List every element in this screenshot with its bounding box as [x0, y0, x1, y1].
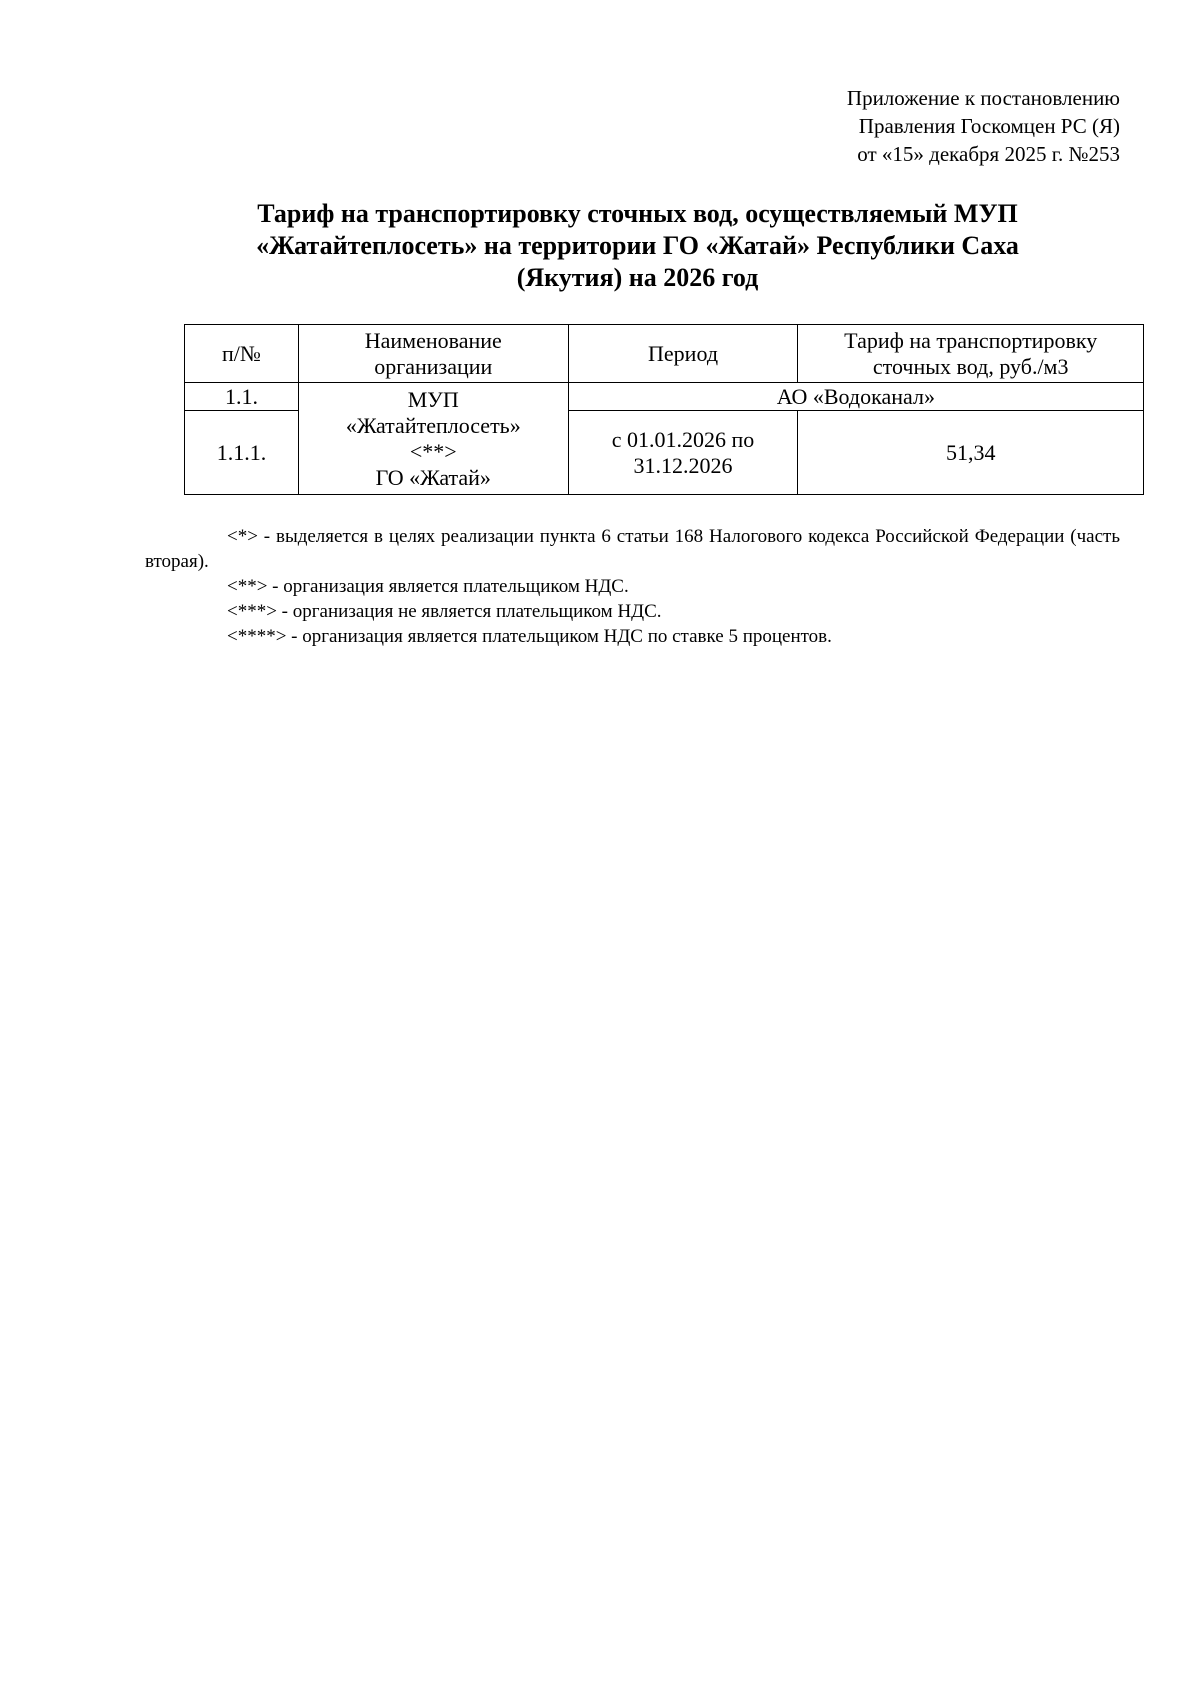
- period-line-2: 31.12.2026: [633, 452, 733, 478]
- annex-line-2: Правления Госкомцен РС (Я): [858, 114, 1120, 138]
- header-organization-line-1: Наименование: [364, 327, 502, 353]
- footnotes: [145, 524, 1120, 649]
- table-row-group: [185, 383, 1144, 411]
- header-organization: [298, 325, 568, 383]
- header-tariff-line-2: сточных вод, руб./м3: [872, 353, 1069, 379]
- group-number: 1.1.: [185, 383, 299, 411]
- title-line-1: Тариф на транспортировку сточных вод, осуществляемый МУП: [257, 199, 1018, 228]
- header-tariff-line-1: Тариф на транспортировку: [844, 327, 1098, 353]
- data-number: 1.1.1.: [185, 411, 299, 495]
- footnote-1: <*> - выделяется в целях реализации пункта 6 статьи 168 Налогового кодекса Российской Федерации (часть вторая).: [145, 526, 1120, 572]
- footnote-2: <**> - организация является плательщиком НДС.: [227, 576, 629, 597]
- organization-line-2: «Жатайтеплосеть»: [345, 412, 521, 438]
- title-line-2: «Жатайтеплосеть» на территории ГО «Жатай» Республики Саха: [256, 231, 1019, 260]
- annex-line-3: от «15» декабря 2025 г. №253: [857, 142, 1120, 166]
- organization-line-3: <**>: [409, 438, 457, 464]
- footnote-4: <****> - организация является плательщиком НДС по ставке 5 процентов.: [227, 626, 832, 647]
- organization-line-4: ГО «Жатай»: [375, 464, 491, 490]
- document-title: [145, 198, 1130, 294]
- organization-cell: [298, 383, 568, 495]
- tariff-table: [184, 324, 1144, 495]
- organization-line-1: МУП: [407, 386, 459, 412]
- header-organization-line-2: организации: [374, 353, 493, 379]
- table-header-row: [185, 325, 1144, 383]
- period-cell: [568, 411, 798, 495]
- footnote-3: <***> - организация не является плательщиком НДС.: [227, 601, 662, 622]
- header-number: п/№: [185, 325, 299, 383]
- title-line-3: (Якутия) на 2026 год: [516, 263, 759, 292]
- header-tariff: [798, 325, 1144, 383]
- tariff-value: 51,34: [798, 411, 1144, 495]
- period-line-1: с 01.01.2026 по: [611, 426, 755, 452]
- supplier-cell: АО «Водоканал»: [568, 383, 1143, 411]
- header-period: Период: [568, 325, 798, 383]
- annex-reference: [847, 84, 1120, 168]
- annex-line-1: Приложение к постановлению: [846, 86, 1120, 110]
